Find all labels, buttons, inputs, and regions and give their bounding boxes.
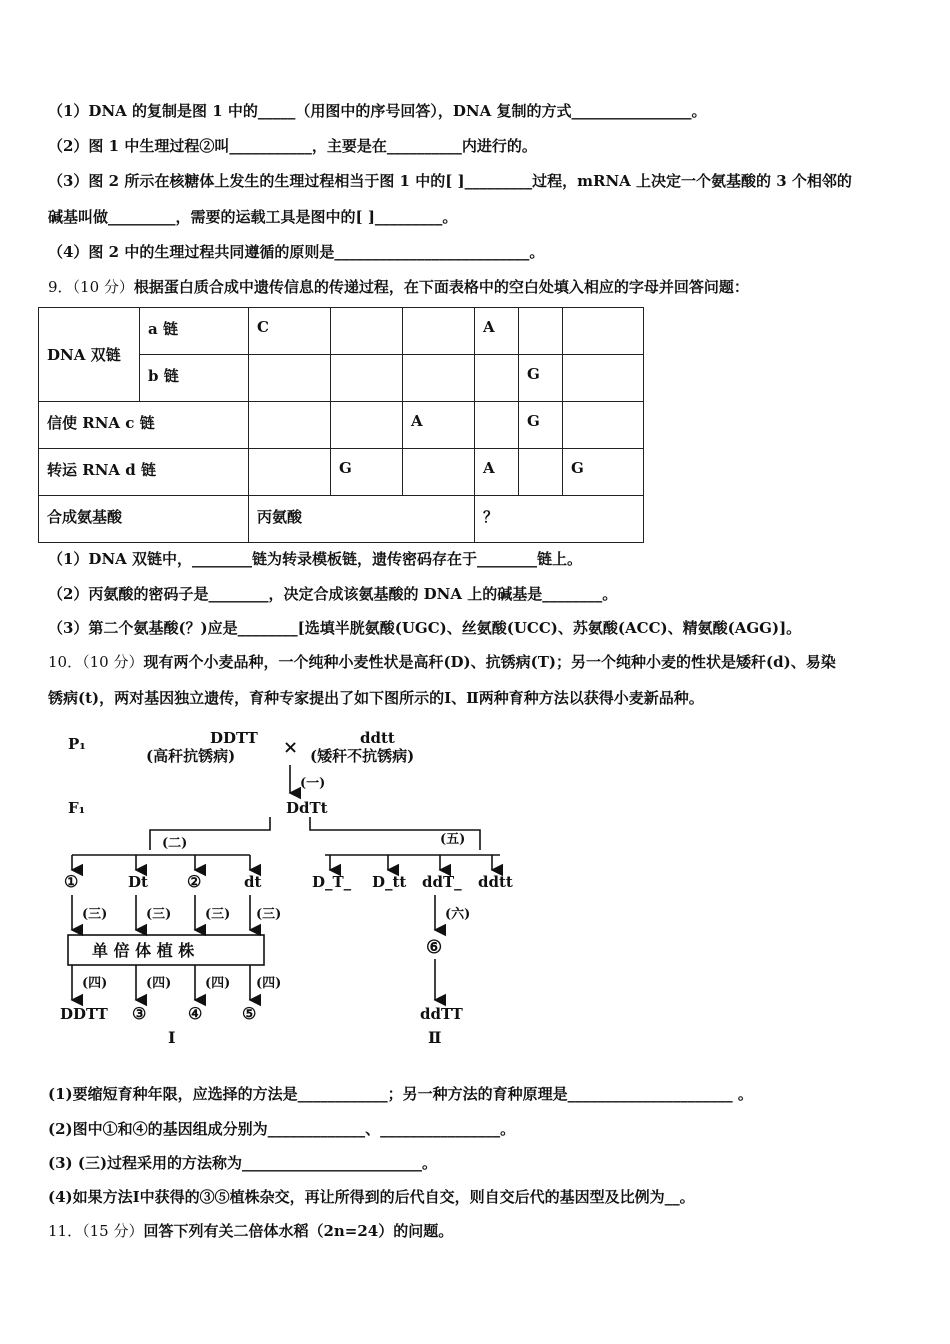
q10-stem-a: 现有两个小麦品种，一个纯种小麦性状是高秆(D)、抗锈病(T)；另一个纯种小麦的性状是矮秆(d)、易染	[143, 653, 836, 671]
q10-sub3: (3) (三)过程采用的方法称为________________________。	[48, 1154, 438, 1172]
q9-number: 9．（10 分）	[48, 278, 134, 296]
table-cell: G	[519, 355, 563, 402]
b-strand-label: b 链	[140, 355, 249, 402]
table-cell: G	[331, 449, 403, 496]
table-cell: C	[249, 308, 331, 355]
q10-stem-line1	[48, 652, 908, 672]
table-cell	[519, 449, 563, 496]
amino-acid-2: ？	[475, 496, 644, 543]
table-cell	[331, 308, 403, 355]
q10-number: 10．（10 分）	[48, 653, 144, 671]
f2-ddT_: ddT_	[422, 873, 462, 891]
gamete-dt: dt	[244, 873, 262, 891]
parent1-phenotype: (高秆抗锈病)	[146, 747, 236, 765]
genetic-code-table	[38, 307, 644, 543]
dna-double-strand-label: DNA 双链	[39, 308, 140, 402]
table-cell	[249, 402, 331, 449]
q8-sub1: （1）DNA 的复制是图 1 中的_____（用图中的序号回答），DNA 复制的方式________________。	[48, 102, 707, 120]
f1-genotype: DdTt	[286, 799, 328, 817]
amino-acid-1: 丙氨酸	[249, 496, 475, 543]
step3-label: (三)	[146, 907, 172, 922]
gamete-1: ①	[64, 872, 79, 891]
table-cell: G	[563, 449, 644, 496]
q9-sub3: （3）第二个氨基酸(？)应是________[选填半胱氨酸(UGC)、丝氨酸(UCC)、苏氨酸(ACC)、精氨酸(AGG)]。	[48, 619, 802, 637]
cross-symbol: ×	[283, 737, 299, 758]
amino-acid-label: 合成氨基酸	[39, 496, 249, 543]
a-strand-label: a 链	[140, 308, 249, 355]
q9-sub2: （2）丙氨酸的密码子是________，决定合成该氨基酸的 DNA 上的碱基是________。	[48, 585, 618, 603]
q8-sub2: （2）图 1 中生理过程②叫___________，主要是在__________内进行的。	[48, 137, 537, 155]
table-cell	[563, 355, 644, 402]
table-cell	[331, 355, 403, 402]
table-cell	[249, 449, 331, 496]
table-cell	[563, 308, 644, 355]
method-2-label: Ⅱ	[428, 1028, 442, 1047]
haploid-label: 单 倍 体 植 株	[92, 941, 195, 960]
q9-sub1: （1）DNA 双链中，________链为转录模板链，遗传密码存在于________链上。	[48, 550, 583, 568]
q8-sub3-line1: （3）图 2 所示在核糖体上发生的生理过程相当于图 1 中的[ ]_________过程，mRNA 上决定一个氨基酸的 3 个相邻的	[48, 172, 852, 190]
table-cell	[475, 355, 519, 402]
q10-sub4: (4)如果方法Ⅰ中获得的③⑤植株杂交，再让所得到的后代自交，则自交后代的基因型及比例为__。	[48, 1188, 695, 1206]
q8-sub4: （4）图 2 中的生理过程共同遵循的原则是__________________________。	[48, 243, 545, 261]
result-DDTT: DDTT	[60, 1005, 108, 1023]
f2-D_tt: D_tt	[372, 873, 407, 891]
table-cell	[475, 402, 519, 449]
gamete-2: ②	[187, 872, 202, 891]
table-cell	[249, 355, 331, 402]
step4-label: (四)	[82, 976, 108, 991]
step4-label: (四)	[256, 976, 282, 991]
trna-d-strand-label: 转运 RNA d 链	[39, 449, 249, 496]
step3-label: (三)	[205, 907, 231, 922]
table-cell	[519, 308, 563, 355]
table-cell	[403, 308, 475, 355]
step2-label: (二)	[162, 836, 188, 851]
q11-stem-line	[48, 1221, 908, 1241]
parent2-phenotype: (矮秆不抗锈病)	[310, 747, 415, 765]
parent2-genotype: ddtt	[360, 729, 395, 747]
result-4: ④	[188, 1004, 203, 1023]
q10-sub2: (2)图中①和④的基因组成分别为_____________、________________。	[48, 1120, 516, 1138]
table-cell: G	[519, 402, 563, 449]
result-ddTT: ddTT	[420, 1005, 463, 1023]
q9-stem-line	[48, 277, 908, 297]
step1-label: (一)	[300, 776, 326, 791]
q11-number: 11．（15 分）	[48, 1222, 144, 1240]
mrna-c-strand-label: 信使 RNA c 链	[39, 402, 249, 449]
q9-stem: 根据蛋白质合成中遗传信息的传递过程，在下面表格中的空白处填入相应的字母并回答问题：	[133, 278, 749, 296]
table-cell: A	[403, 402, 475, 449]
q11-stem: 回答下列有关二倍体水稻（2n=24）的问题。	[143, 1222, 454, 1240]
step4-label: (四)	[146, 976, 172, 991]
result-3: ③	[132, 1004, 147, 1023]
step3-label: (三)	[256, 907, 282, 922]
method-1-label: Ⅰ	[168, 1028, 176, 1047]
q10-stem-line2: 锈病(t)，两对基因独立遗传，育种专家提出了如下图所示的Ⅰ、Ⅱ两种育种方法以获得小麦新品种。	[48, 689, 704, 707]
q10-sub1: (1)要缩短育种年限，应选择的方法是____________；另一种方法的育种原理是______________________ 。	[48, 1085, 753, 1103]
plant-6: ⑥	[426, 937, 443, 958]
step5-label: (五)	[440, 832, 466, 847]
parent1-genotype: DDTT	[210, 729, 258, 747]
table-cell	[403, 449, 475, 496]
table-cell: A	[475, 308, 519, 355]
p1-label: P₁	[68, 735, 86, 753]
result-5: ⑤	[242, 1004, 257, 1023]
f2-D_T_: D_T_	[312, 873, 352, 891]
table-cell	[331, 402, 403, 449]
q8-sub3-line2: 碱基叫做_________，需要的运载工具是图中的[ ]_________。	[48, 208, 458, 226]
step4-label: (四)	[205, 976, 231, 991]
table-cell	[563, 402, 644, 449]
gamete-Dt: Dt	[128, 873, 148, 891]
step3-label: (三)	[82, 907, 108, 922]
table-cell	[403, 355, 475, 402]
table-cell: A	[475, 449, 519, 496]
f1-label: F₁	[68, 799, 86, 817]
breeding-diagram	[60, 725, 530, 1050]
f2-ddtt: ddtt	[478, 873, 513, 891]
step6-label: (六)	[445, 907, 471, 922]
